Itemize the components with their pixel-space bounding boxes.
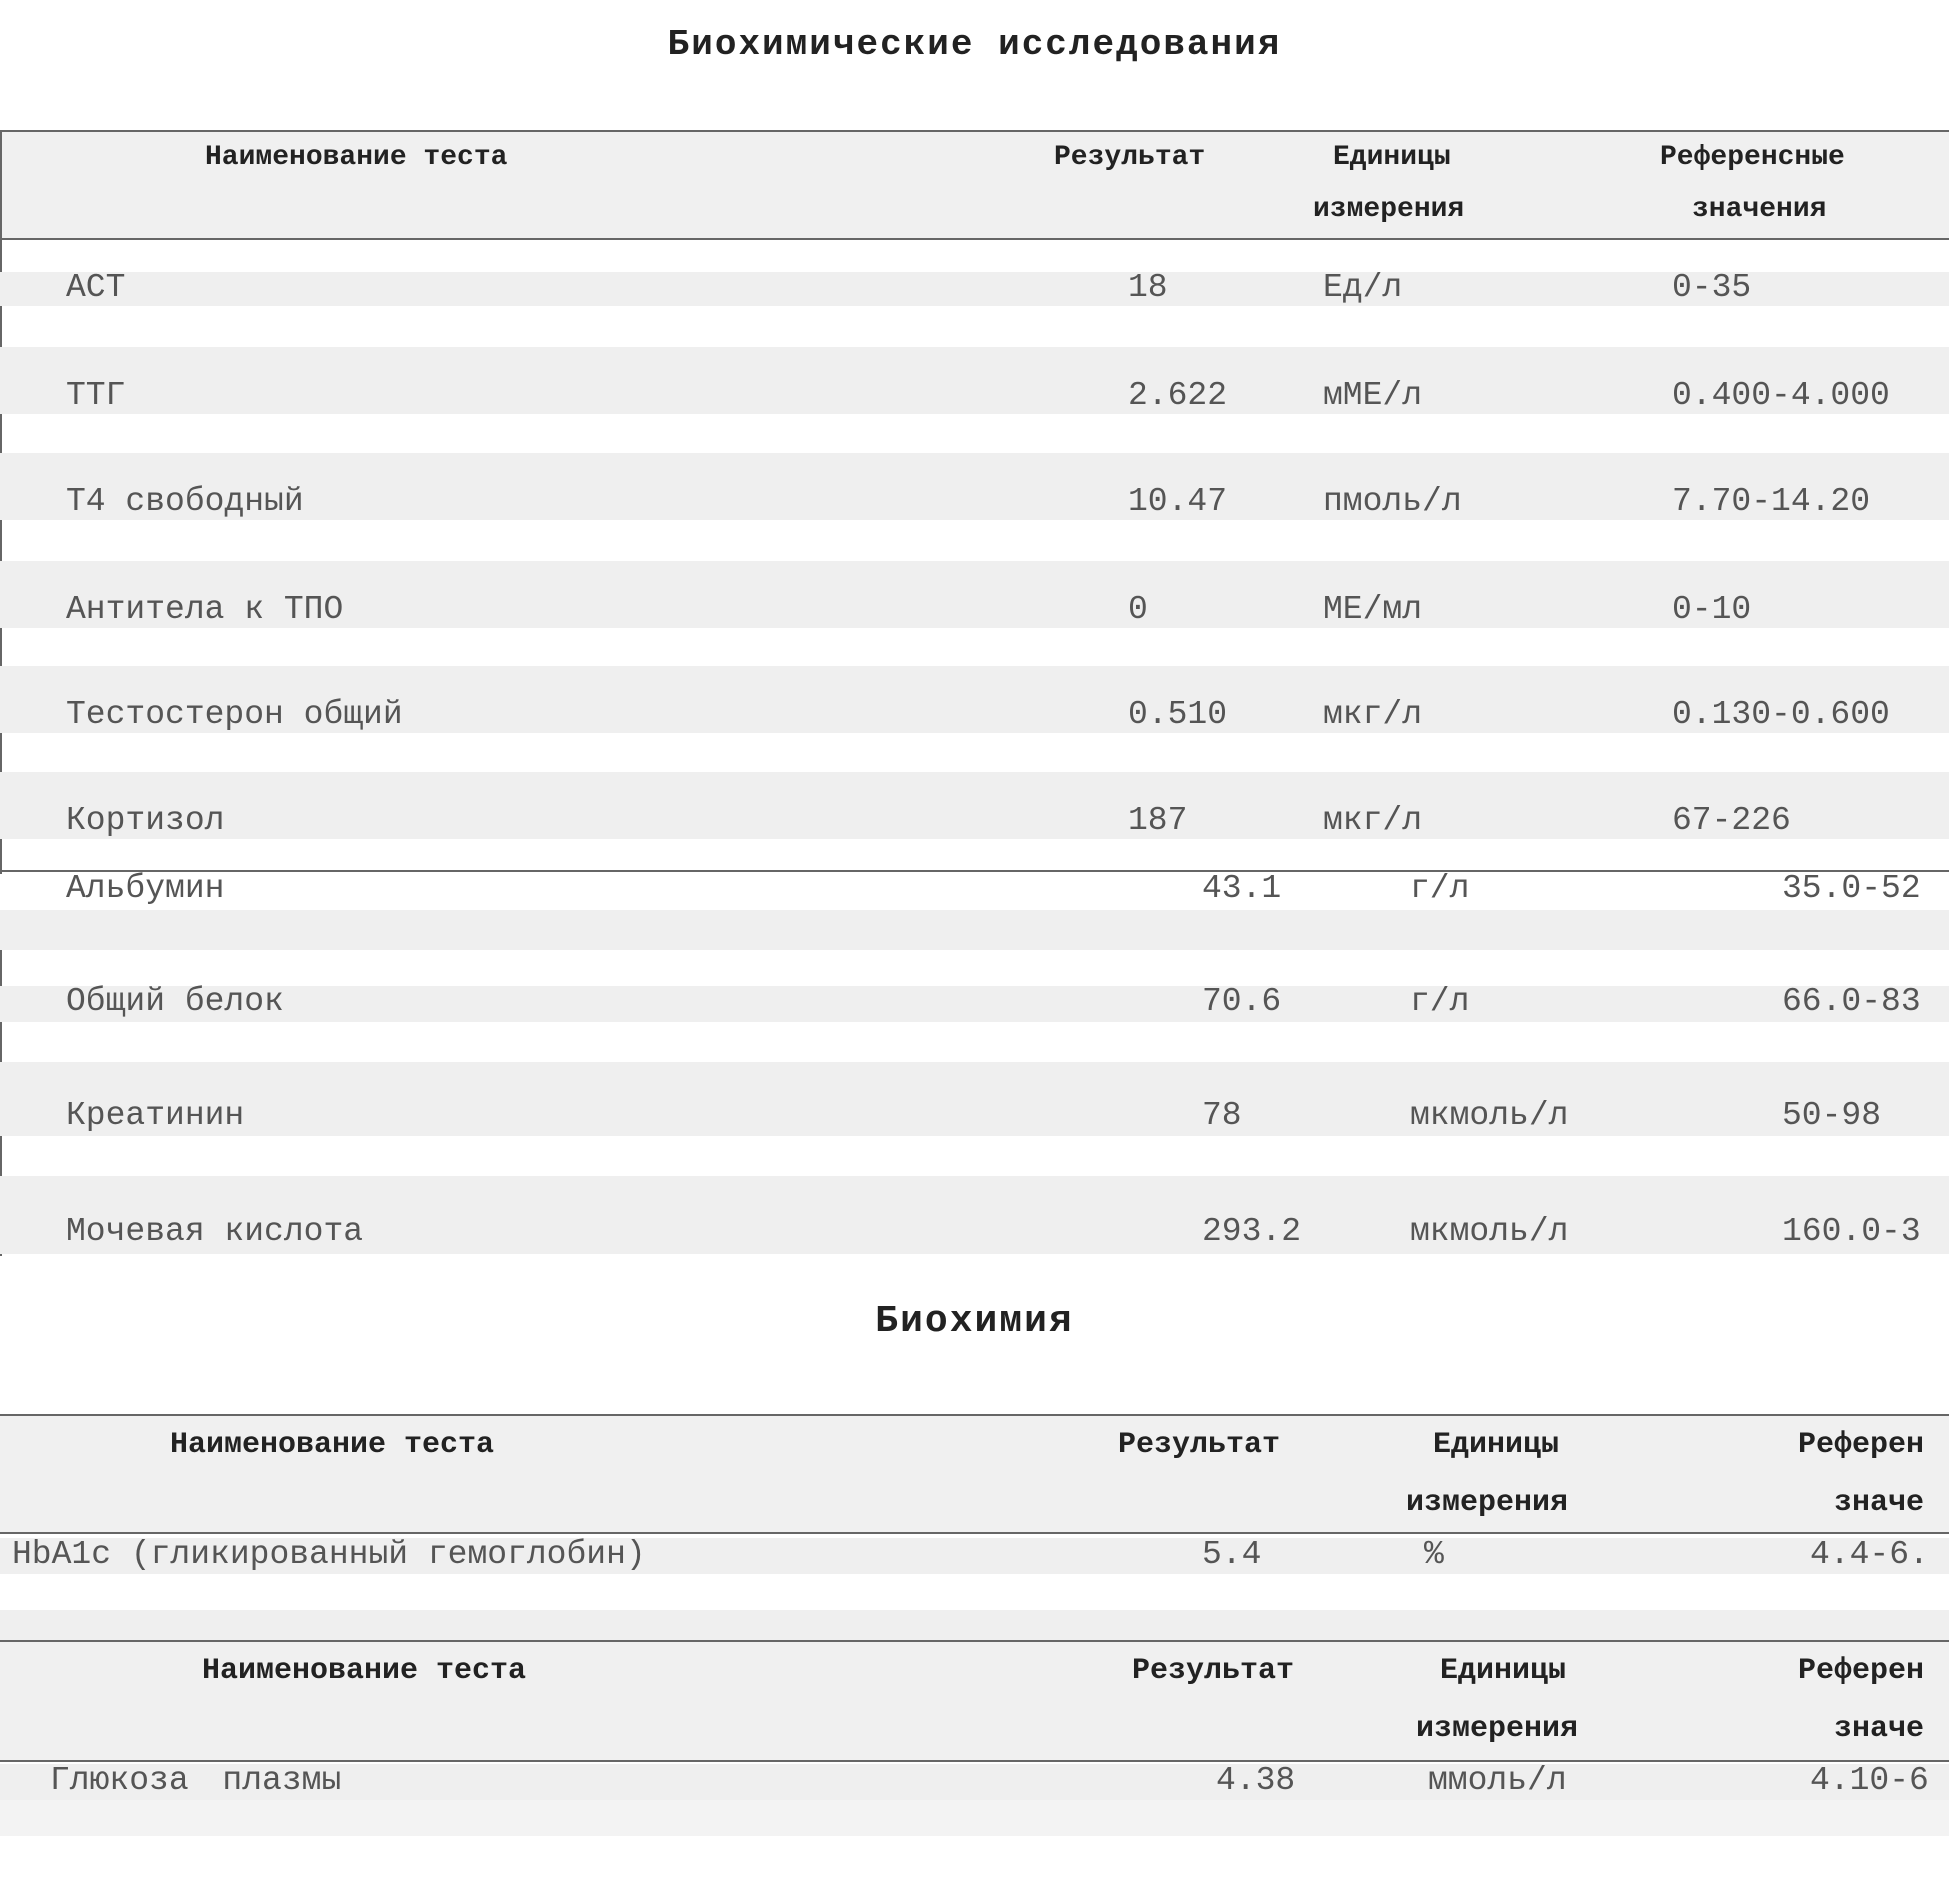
row-ref: 4.4-6.: [1810, 1536, 1929, 1573]
row-units: г/л: [1410, 983, 1470, 1020]
row-units: мкмоль/л: [1410, 1213, 1569, 1250]
row-ref: 35.0-52: [1782, 870, 1921, 907]
row-result: 43.1: [1202, 870, 1282, 907]
row-result: 10.47: [1128, 483, 1228, 520]
row-ref: 0-35: [1672, 269, 1752, 306]
row-result: 2.622: [1128, 377, 1228, 414]
row-result: 4.38: [1216, 1762, 1296, 1799]
header-ref-1: Референсные: [1660, 142, 1845, 173]
row-ref: 50-98: [1782, 1097, 1882, 1134]
row-units: г/л: [1410, 870, 1470, 907]
row-name: Тестостерон общий: [66, 696, 403, 733]
row-result: 18: [1128, 269, 1168, 306]
row-name: ТТГ: [66, 377, 126, 414]
row-units: пмоль/л: [1323, 483, 1462, 520]
row-name: Глюкоза плазмы: [50, 1762, 342, 1799]
row-units: Ед/л: [1323, 269, 1403, 306]
table-header: [0, 130, 1949, 240]
header-result: Результат: [1054, 142, 1206, 173]
header-ref-2: значе: [1834, 1712, 1925, 1746]
row-ref: 0.130-0.600: [1672, 696, 1890, 733]
row-name: Т4 свободный: [66, 483, 304, 520]
header-name: Наименование теста: [205, 142, 508, 173]
header-name: Наименование теста: [170, 1428, 495, 1462]
row-units: мкг/л: [1323, 802, 1423, 839]
row-result: 187: [1128, 802, 1188, 839]
row-result: 0: [1128, 591, 1148, 628]
row-ref: 67-226: [1672, 802, 1791, 839]
row-result: 78: [1202, 1097, 1242, 1134]
row-ref: 66.0-83: [1782, 983, 1921, 1020]
row-name: HbA1c (гликированный гемоглобин): [12, 1536, 646, 1573]
row-units: ммоль/л: [1428, 1762, 1567, 1799]
header-units-2: измерения: [1406, 1486, 1569, 1520]
row-name: Альбумин: [66, 870, 225, 907]
row-ref: 160.0-3: [1782, 1213, 1921, 1250]
header-ref-2: значения: [1692, 194, 1827, 225]
header-units-1: Единицы: [1333, 142, 1451, 173]
row-ref: 4.10-6: [1810, 1762, 1929, 1799]
row-ref: 0-10: [1672, 591, 1752, 628]
header-units-1: Единицы: [1433, 1428, 1560, 1462]
row-result: 0.510: [1128, 696, 1228, 733]
table-header: [0, 1414, 1949, 1534]
row-name: Креатинин: [66, 1097, 245, 1134]
header-name: Наименование теста: [202, 1654, 527, 1688]
row-ref: 0.400-4.000: [1672, 377, 1890, 414]
row-result: 293.2: [1202, 1213, 1302, 1250]
row-result: 70.6: [1202, 983, 1282, 1020]
row-name: АСТ: [66, 269, 126, 306]
row-units: МЕ/мл: [1323, 591, 1423, 628]
header-ref-1: Референ: [1798, 1428, 1925, 1462]
header-units-2: измерения: [1313, 194, 1465, 225]
header-units-1: Единицы: [1440, 1654, 1567, 1688]
header-result: Результат: [1132, 1654, 1295, 1688]
header-result: Результат: [1118, 1428, 1281, 1462]
header-ref-1: Референ: [1798, 1654, 1925, 1688]
row-units: мкмоль/л: [1410, 1097, 1569, 1134]
header-units-2: измерения: [1416, 1712, 1579, 1746]
section-title: Биохимические исследования: [667, 24, 1282, 65]
row-units: мМЕ/л: [1323, 377, 1423, 414]
row-units: %: [1424, 1536, 1444, 1573]
header-ref-2: значе: [1834, 1486, 1925, 1520]
row-name: Общий белок: [66, 983, 284, 1020]
table-bottom-border: [0, 870, 1949, 872]
row-ref: 7.70-14.20: [1672, 483, 1871, 520]
row-name: Мочевая кислота: [66, 1213, 364, 1250]
row-units: мкг/л: [1323, 696, 1423, 733]
section-title: Биохимия: [875, 1300, 1074, 1343]
table-header: [0, 1640, 1949, 1762]
row-result: 5.4: [1202, 1536, 1262, 1573]
row-name: Кортизол: [66, 802, 225, 839]
row-name: Антитела к ТПО: [66, 591, 344, 628]
